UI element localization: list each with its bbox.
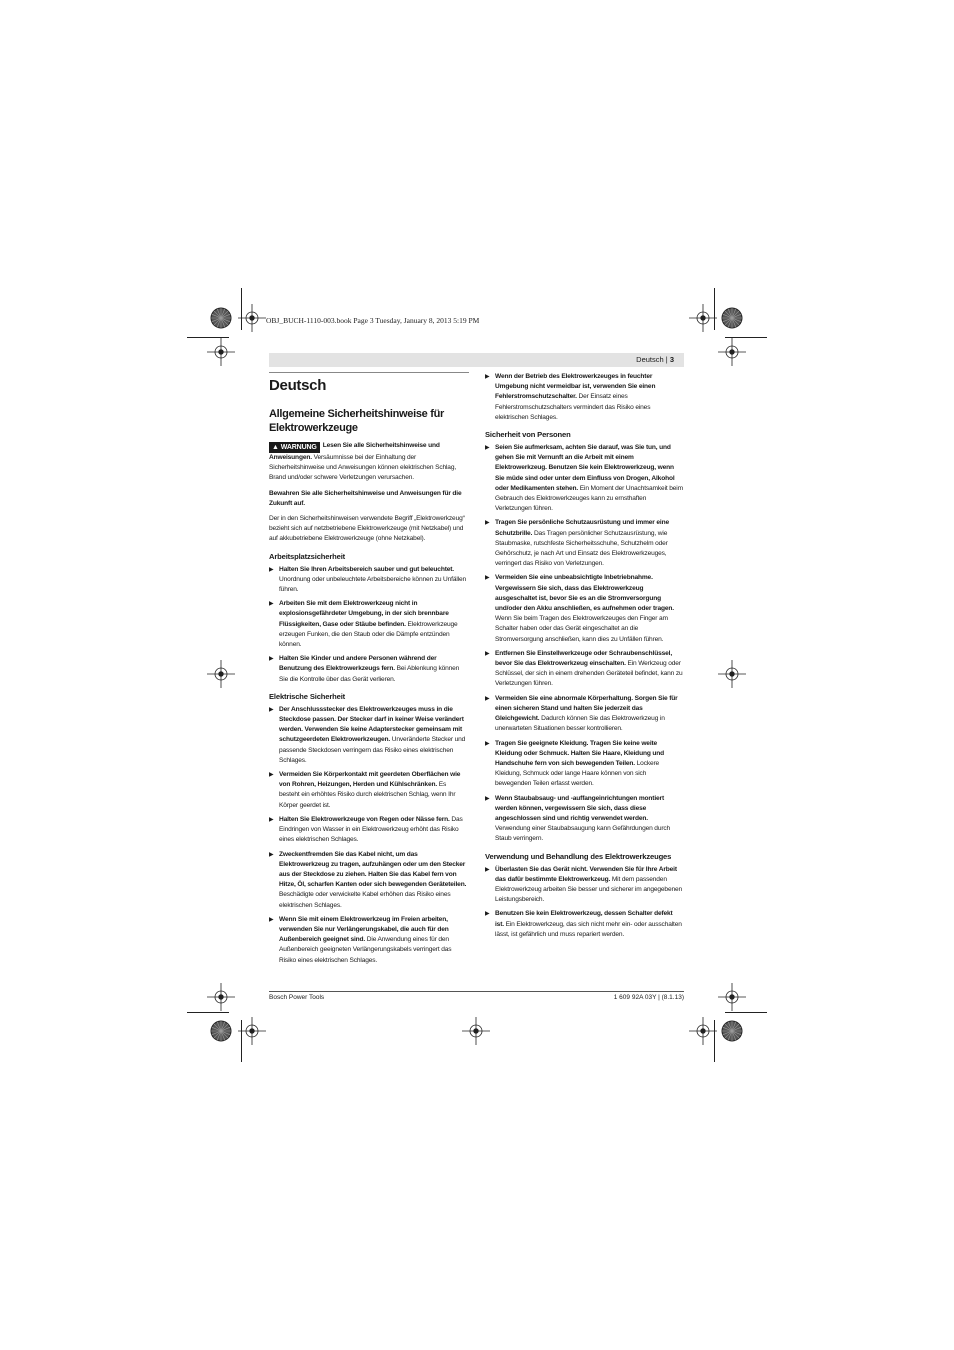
item-text: Verwendung einer Staubabsaugung kann Gefährdungen durch Staub verringern. <box>495 825 671 843</box>
bullet-arrow-icon: ▶ <box>485 795 490 802</box>
crop-line <box>187 337 229 338</box>
footer-brand: Bosch Power Tools <box>269 994 325 1001</box>
item-text: Das Tragen persönlicher Schutzausrüstung, wie Staubmaske, rutschfeste Sicherheitsschuhe, Schutzhelm oder Gehörschutz, je nach Art und Einsatz des Elektrowerkzeuges, verringert das Risiko von Verletzungen. <box>495 529 668 568</box>
item-bold-text: Zweckentfremden Sie das Kabel nicht, um das Elektrowerkzeug zu tragen, aufzuhängen oder um den Stecker aus der Steckdose zu ziehen. Halten Sie das Kabel fern von Hitze, Öl, scharfen Kanten oder sich bewegenden Geräteteilen. <box>279 850 467 889</box>
workplace-safety-list <box>269 565 467 685</box>
item-text: Beschädigte oder verwickelte Kabel erhöhen das Risiko eines elektrischen Schlages. <box>279 891 451 909</box>
list-item <box>269 705 467 766</box>
personal-safety-title: Sicherheit von Personen <box>485 430 571 440</box>
print-slug-line: OBJ_BUCH-1110-003.book Page 3 Tuesday, January 8, 2013 5:19 PM <box>266 316 480 325</box>
bullet-arrow-icon: ▶ <box>269 916 274 923</box>
header-language: Deutsch <box>636 355 664 364</box>
bullet-arrow-icon: ▶ <box>269 601 274 608</box>
bullet-arrow-icon: ▶ <box>485 911 490 918</box>
list-item <box>269 654 467 685</box>
workplace-safety-title: Arbeitsplatzsicherheit <box>269 551 346 561</box>
keep-instructions-text: Bewahren Sie alle Sicherheitshinweise und Anweisungen für die Zukunft auf. <box>269 489 462 507</box>
list-item <box>485 372 683 423</box>
item-text: Die Anwendung eines für den Außenbereich geeigneten Verlängerungskabels verringert das Risiko eines elektrischen Schlages. <box>279 936 452 964</box>
warning-triangle-icon: ▲ <box>272 444 279 451</box>
bullet-arrow-icon: ▶ <box>485 695 490 702</box>
crop-line <box>187 1012 229 1013</box>
item-bold-text: Tragen Sie geeignete Kleidung. Tragen Sie keine weite Kleidung oder Schmuck. Halten Sie Haare, Kleidung und Handschuhe fern von sich bewegenden Teilen. <box>495 739 665 767</box>
crosshair-mark-icon <box>207 338 235 366</box>
registration-target-icon <box>203 300 239 336</box>
list-item <box>269 770 467 811</box>
bullet-arrow-icon: ▶ <box>269 816 274 823</box>
crop-line <box>714 1020 715 1062</box>
list-item <box>485 518 683 569</box>
bullet-arrow-icon: ▶ <box>485 520 490 527</box>
bullet-arrow-icon: ▶ <box>269 566 274 573</box>
bullet-arrow-icon: ▶ <box>485 575 490 582</box>
section-title: Allgemeine Sicherheitshinweise für Elektrowerkzeuge <box>269 408 445 434</box>
item-text: Unveränderte Stecker und passende Steckdosen verringern das Risiko eines elektrischen Schlages. <box>279 736 466 764</box>
item-bold-text: Der Anschlussstecker des Elektrowerkzeuges muss in die Steckdose passen. Der Stecker darf in keiner Weise verändert werden. Verwenden Sie keine Adapterstecker gemeinsam mit schutzgeerdeten Elektrowerkzeugen. <box>279 705 464 744</box>
list-item <box>485 865 683 906</box>
crosshair-mark-icon <box>238 1017 266 1045</box>
bullet-arrow-icon: ▶ <box>269 706 274 713</box>
title-rule <box>269 372 469 373</box>
bullet-arrow-icon: ▶ <box>485 650 490 657</box>
registration-target-icon <box>203 1013 239 1049</box>
crop-line <box>714 288 715 330</box>
item-bold-text: Wenn der Betrieb des Elektrowerkzeuges in feuchter Umgebung nicht vermeidbar ist, verwenden Sie einen Fehlerstromschutzschalter. <box>495 373 656 401</box>
item-text: Das Eindringen von Wasser in ein Elektrowerkzeug erhöht das Risiko eines elektrischen Schlages. <box>279 815 463 844</box>
item-bold-text: Wenn Staubabsaug- und -auffangeinrichtungen montiert werden können, vergewissern Sie sich, dass diese angeschlossen sind und richtig verwendet werden. <box>495 794 665 822</box>
item-bold-text: Arbeiten Sie mit dem Elektrowerkzeug nicht in explosionsgefährdeter Umgebung, in der sich brennbare Flüssigkeiten, Gase oder Stäube befinden. <box>279 600 449 628</box>
personal-safety-list <box>485 443 683 845</box>
crop-line <box>241 288 242 330</box>
list-item <box>269 915 467 966</box>
document-title: Deutsch <box>269 377 327 394</box>
electrical-safety-list-continued <box>485 372 683 423</box>
item-text: Unordnung oder unbeleuchtete Arbeitsbereiche können zu Unfällen führen. <box>279 575 467 594</box>
item-bold-text: Tragen Sie persönliche Schutzausrüstung und immer eine Schutzbrille. <box>495 519 670 537</box>
item-bold-text: Vermeiden Sie eine unbeabsichtigte Inbetriebnahme. Vergewissern Sie sich, dass das Elektrowerkzeug ausgeschaltet ist, bevor Sie es an die Stromversorgung und/oder den Akku anschließen, es aufnehmen oder tragen. <box>495 574 674 613</box>
bullet-arrow-icon: ▶ <box>269 656 274 663</box>
item-text: Der Einsatz eines Fehlerstromschutzschalters vermindert das Risiko eines elektrischen Schlages. <box>495 393 651 421</box>
item-text: Dadurch können Sie das Elektrowerkzeug in unerwarteten Situationen besser kontrollieren. <box>495 715 665 733</box>
page-header-bar <box>269 353 684 367</box>
page-number: 3 <box>669 355 674 364</box>
list-item <box>269 599 467 650</box>
footer-doc-number: 1 609 92A 03Y | (8.1.13) <box>613 994 684 1001</box>
item-bold-text: Seien Sie aufmerksam, achten Sie darauf, was Sie tun, und gehen Sie mit Vernunft an die Arbeit mit einem Elektrowerkzeug. Benutzen Sie kein Elektrowerkzeug, wenn Sie müde sind oder unter dem Einfluss von Drogen, Alkohol oder Medikamenten stehen. <box>495 444 675 492</box>
warning-bold-text: Lesen Sie alle Sicherheitshinweise und Anweisungen. <box>269 442 440 461</box>
crop-line <box>725 1012 767 1013</box>
bullet-arrow-icon: ▶ <box>485 445 490 452</box>
electrical-safety-list <box>269 705 467 966</box>
crosshair-mark-icon <box>718 338 746 366</box>
crosshair-mark-icon <box>207 983 235 1011</box>
item-bold-text: Entfernen Sie Einstellwerkzeuge oder Schraubenschlüssel, bevor Sie das Elektrowerkzeug einschalten. <box>495 649 673 668</box>
list-item <box>269 565 467 596</box>
crosshair-mark-icon <box>689 1017 717 1045</box>
crosshair-mark-icon <box>718 983 746 1011</box>
page-header <box>636 355 674 364</box>
item-text: Ein Werkzeug oder Schlüssel, der sich in einem drehenden Geräteteil befindet, kann zu Verletzungen führen. <box>495 660 683 688</box>
tool-usage-list <box>485 865 683 940</box>
list-item <box>269 850 467 911</box>
bullet-arrow-icon: ▶ <box>269 851 274 858</box>
item-bold-text: Halten Sie Kinder und andere Personen während der Benutzung des Elektrowerkzeugs fern. <box>279 655 437 673</box>
item-text: Wenn Sie beim Tragen des Elektrowerkzeuges den Finger am Schalter haben oder das Gerät eingeschaltet an die Stromversorgung anschließen, kann dies zu Unfällen führen. <box>495 615 668 643</box>
list-item <box>485 649 683 690</box>
bullet-arrow-icon: ▶ <box>485 374 490 380</box>
list-item <box>485 694 683 735</box>
warning-text: Versäumnisse bei der Einhaltung der Sicherheitshinweise und Anweisungen können elektrischen Schlag, Brand und/oder schwere Verletzungen verursachen. <box>269 454 457 482</box>
electrical-safety-title: Elektrische Sicherheit <box>269 691 346 701</box>
item-text: Ein Moment der Unachtsamkeit beim Gebrauch des Elektrowerkzeuges kann zu ernsthaften Verletzungen führen. <box>495 484 683 513</box>
crosshair-mark-icon <box>238 304 266 332</box>
crosshair-mark-icon <box>718 660 746 688</box>
item-text: Elektrowerkzeuge erzeugen Funken, die den Staub oder die Dämpfe entzünden können. <box>279 620 458 649</box>
warning-badge <box>269 442 320 453</box>
list-item <box>485 739 683 790</box>
definition-text: Der in den Sicherheitshinweisen verwendete Begriff „Elektrowerkzeug“ bezieht sich auf netzbetriebene Elektrowerkzeuge (mit Netzkabel) und auf akkubetriebene Elektrowerkzeuge (ohne Netzkabel). <box>269 515 465 543</box>
bullet-arrow-icon: ▶ <box>485 740 490 747</box>
bullet-arrow-icon: ▶ <box>485 866 490 873</box>
bullet-arrow-icon: ▶ <box>269 772 274 779</box>
item-text: Ein Elektrowerkzeug, das sich nicht mehr ein- oder ausschalten lässt, ist gefährlich und muss repariert werden. <box>495 920 682 938</box>
item-bold-text: Vermeiden Sie eine abnormale Körperhaltung. Sorgen Sie für einen sicheren Stand und halten Sie jederzeit das Gleichgewicht. <box>495 694 678 723</box>
registration-target-icon <box>714 300 750 336</box>
item-text: Mit dem passenden Elektrowerkzeug arbeiten Sie besser und sicherer im angegebenen Leistungsbereich. <box>495 875 683 904</box>
item-bold-text: Halten Sie Elektrowerkzeuge von Regen oder Nässe fern. <box>279 815 450 823</box>
list-item <box>485 573 683 644</box>
list-item <box>485 909 683 940</box>
warning-paragraph <box>269 441 467 484</box>
registration-target-icon <box>714 1013 750 1049</box>
item-text: Es besteht ein erhöhtes Risiko durch elektrischen Schlag, wenn Ihr Körper geerdet ist. <box>279 781 456 809</box>
item-bold-text: Vermeiden Sie Körperkontakt mit geerdeten Oberflächen wie von Rohren, Heizungen, Herden und Kühlschränken. <box>279 771 461 789</box>
crosshair-mark-icon <box>462 1017 490 1045</box>
crosshair-mark-icon <box>689 304 717 332</box>
warning-label: WARNUNG <box>280 444 317 451</box>
footer-rule <box>269 991 684 992</box>
item-text: Lockere Kleidung, Schmuck oder lange Haare können von sich bewegenden Teilen erfasst werden. <box>495 759 660 788</box>
item-bold-text: Benutzen Sie kein Elektrowerkzeug, dessen Schalter defekt ist. <box>495 910 673 928</box>
crop-line <box>241 1020 242 1062</box>
item-text: Bei Ablenkung können Sie die Kontrolle über das Gerät verlieren. <box>279 665 460 683</box>
header-separator: | <box>665 355 668 364</box>
crosshair-mark-icon <box>207 660 235 688</box>
item-bold-text: Halten Sie Ihren Arbeitsbereich sauber und gut beleuchtet. <box>279 565 454 573</box>
item-bold-text: Überlasten Sie das Gerät nicht. Verwenden Sie für Ihre Arbeit das dafür bestimmte Elektrowerkzeug. <box>495 865 677 883</box>
crop-line <box>725 337 767 338</box>
left-column <box>269 372 467 970</box>
tool-usage-title: Verwendung und Behandlung des Elektrowerkzeuges <box>485 851 672 861</box>
list-item <box>485 794 683 845</box>
right-column <box>485 372 683 944</box>
item-bold-text: Wenn Sie mit einem Elektrowerkzeug im Freien arbeiten, verwenden Sie nur Verlängerungskabel, die auch für den Außenbereich geeignet sind. <box>279 915 449 944</box>
list-item <box>485 443 683 514</box>
list-item <box>269 815 467 846</box>
